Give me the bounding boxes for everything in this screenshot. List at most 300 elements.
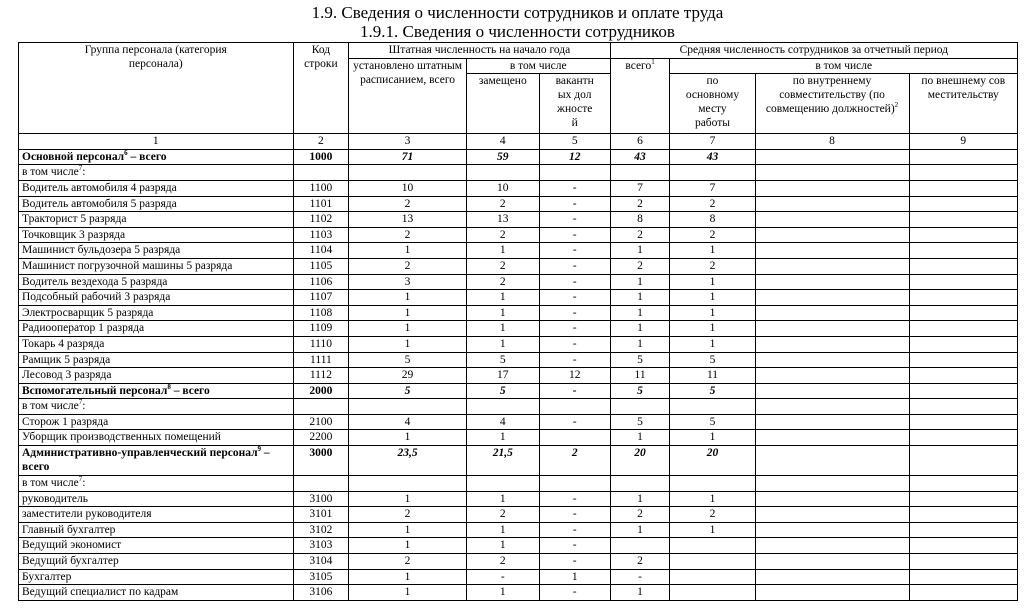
row-value: 1 — [670, 430, 755, 446]
row-value — [909, 321, 1017, 337]
row-label: Рамщик 5 разряда — [19, 352, 294, 368]
row-value: 43 — [610, 149, 670, 165]
row-value — [909, 554, 1017, 570]
row-value — [755, 243, 909, 259]
row-code: 3104 — [293, 554, 349, 570]
row-value: 21,5 — [466, 446, 539, 476]
row-value: 1 — [349, 522, 467, 538]
row-value — [670, 538, 755, 554]
row-value: 12 — [539, 368, 610, 384]
row-label: руководитель — [19, 491, 294, 507]
row-value: 1 — [349, 569, 467, 585]
row-value: 1 — [610, 243, 670, 259]
table-row — [19, 491, 1018, 507]
row-value — [349, 476, 467, 492]
row-value — [909, 227, 1017, 243]
row-value — [539, 399, 610, 415]
row-value: 2 — [349, 196, 467, 212]
row-label: Электросварщик 5 разряда — [19, 305, 294, 321]
row-value — [909, 368, 1017, 384]
table-row — [19, 399, 1018, 415]
row-value: 2 — [349, 554, 467, 570]
header-staff-start: Штатная численность на начало года — [349, 43, 610, 59]
row-value: - — [539, 274, 610, 290]
row-value: 12 — [539, 149, 610, 165]
table-row — [19, 383, 1018, 399]
table-row — [19, 446, 1018, 476]
row-code: 2000 — [293, 383, 349, 399]
row-code: 3105 — [293, 569, 349, 585]
row-value — [755, 290, 909, 306]
row-value — [539, 165, 610, 181]
row-code: 2100 — [293, 414, 349, 430]
row-value — [755, 554, 909, 570]
row-label: Подсобный рабочий 3 разряда — [19, 290, 294, 306]
row-value — [670, 569, 755, 585]
row-value — [755, 368, 909, 384]
row-value: 1 — [349, 585, 467, 601]
row-value — [755, 196, 909, 212]
table-row — [19, 476, 1018, 492]
row-value: 2 — [466, 507, 539, 523]
row-value — [755, 430, 909, 446]
row-code: 1111 — [293, 352, 349, 368]
row-value: 1 — [349, 538, 467, 554]
row-value — [755, 352, 909, 368]
row-value: 2 — [349, 258, 467, 274]
row-value — [466, 399, 539, 415]
row-code: 3101 — [293, 507, 349, 523]
table-row — [19, 336, 1018, 352]
row-code: 3102 — [293, 522, 349, 538]
row-code: 1108 — [293, 305, 349, 321]
row-value — [755, 305, 909, 321]
table-row — [19, 414, 1018, 430]
row-value: 1 — [466, 538, 539, 554]
row-value: 10 — [349, 180, 467, 196]
row-value — [909, 305, 1017, 321]
row-label: Уборщик производственных помещений — [19, 430, 294, 446]
row-value: 1 — [466, 430, 539, 446]
row-value: 1 — [610, 522, 670, 538]
row-value — [755, 399, 909, 415]
row-value: 11 — [610, 368, 670, 384]
row-value: 1 — [610, 336, 670, 352]
table-row — [19, 290, 1018, 306]
row-value — [755, 321, 909, 337]
row-value — [909, 522, 1017, 538]
row-value: - — [539, 585, 610, 601]
row-value: 1 — [466, 290, 539, 306]
row-value: 5 — [349, 352, 467, 368]
table-row — [19, 522, 1018, 538]
row-code: 1102 — [293, 212, 349, 228]
row-value: 2 — [466, 227, 539, 243]
row-value — [610, 476, 670, 492]
row-value: 1 — [610, 491, 670, 507]
row-value — [755, 227, 909, 243]
row-value: 5 — [466, 383, 539, 399]
row-value: 8 — [670, 212, 755, 228]
row-value — [909, 258, 1017, 274]
row-label: Токарь 4 разряда — [19, 336, 294, 352]
row-value — [670, 554, 755, 570]
row-label: в том числе$^7$: — [19, 476, 294, 492]
row-value — [755, 212, 909, 228]
row-value: 2 — [349, 227, 467, 243]
column-number: 3 — [349, 134, 467, 150]
header-incl-staff: в том числе — [466, 58, 610, 74]
row-value: 1 — [349, 336, 467, 352]
row-value — [670, 476, 755, 492]
row-value — [909, 290, 1017, 306]
header-code: Код строки — [293, 43, 349, 134]
row-value: - — [539, 383, 610, 399]
table-row — [19, 196, 1018, 212]
row-value: 1 — [670, 491, 755, 507]
row-value — [909, 507, 1017, 523]
row-value — [909, 165, 1017, 181]
row-value — [539, 430, 610, 446]
row-value: 1 — [539, 569, 610, 585]
row-value: - — [539, 196, 610, 212]
row-value: 5 — [349, 383, 467, 399]
row-code: 1105 — [293, 258, 349, 274]
row-code: 3106 — [293, 585, 349, 601]
row-value: 1 — [610, 585, 670, 601]
column-number: 8 — [755, 134, 909, 150]
row-value: 1 — [670, 290, 755, 306]
table-row — [19, 368, 1018, 384]
row-label: заместители руководителя — [19, 507, 294, 523]
row-value — [755, 585, 909, 601]
row-value: - — [539, 290, 610, 306]
row-value: 5 — [670, 383, 755, 399]
row-value: 1 — [349, 491, 467, 507]
row-value — [670, 399, 755, 415]
header-established: установлено штатным расписанием, всего — [349, 58, 467, 134]
table-row — [19, 352, 1018, 368]
row-label: Вспомогательный персонал$^8$ – всего — [19, 383, 294, 399]
row-value: - — [539, 212, 610, 228]
row-value — [909, 243, 1017, 259]
row-label: Радиооператор 1 разряда — [19, 321, 294, 337]
row-value: 1 — [466, 321, 539, 337]
row-value: 2 — [610, 258, 670, 274]
table-row — [19, 165, 1018, 181]
row-value: 23,5 — [349, 446, 467, 476]
row-value: 5 — [466, 352, 539, 368]
row-value — [755, 383, 909, 399]
row-label: Точковщик 3 разряда — [19, 227, 294, 243]
row-value — [755, 414, 909, 430]
row-value: 1 — [610, 430, 670, 446]
table-row — [19, 274, 1018, 290]
row-label: в том числе$^7$: — [19, 399, 294, 415]
table-row — [19, 430, 1018, 446]
column-number: 4 — [466, 134, 539, 150]
row-value: - — [539, 522, 610, 538]
row-value — [909, 569, 1017, 585]
row-value: 1 — [670, 274, 755, 290]
table-row — [19, 554, 1018, 570]
row-value: 1 — [349, 321, 467, 337]
page-title: 1.9. Сведения о численности сотрудников и оплате труда — [311, 3, 724, 22]
row-value — [909, 585, 1017, 601]
row-value — [610, 165, 670, 181]
row-value — [909, 430, 1017, 446]
row-value — [466, 165, 539, 181]
row-value — [909, 149, 1017, 165]
row-value: 2 — [670, 507, 755, 523]
row-value: - — [539, 305, 610, 321]
row-value: 5 — [610, 383, 670, 399]
row-value — [909, 446, 1017, 476]
row-value: 1 — [670, 522, 755, 538]
row-value: 1 — [466, 305, 539, 321]
row-value: 2 — [466, 554, 539, 570]
table-row — [19, 507, 1018, 523]
row-value — [909, 196, 1017, 212]
row-value: - — [539, 491, 610, 507]
row-label: Ведущий экономист — [19, 538, 294, 554]
header-group: Группа персонала (категория персонала) — [19, 43, 294, 134]
row-value — [755, 538, 909, 554]
header-internal: по внутреннему совместительству (по совмещению должностей)$^2$ — [755, 74, 909, 134]
row-value: 8 — [610, 212, 670, 228]
row-value: 1 — [670, 243, 755, 259]
row-value: - — [539, 507, 610, 523]
row-value: - — [539, 336, 610, 352]
row-code: 3000 — [293, 446, 349, 476]
row-value: - — [539, 321, 610, 337]
row-value: 59 — [466, 149, 539, 165]
row-value — [755, 476, 909, 492]
row-value: 71 — [349, 149, 467, 165]
row-value — [909, 212, 1017, 228]
row-value: 1 — [466, 243, 539, 259]
row-value: - — [539, 554, 610, 570]
header-vacant: вакантных должностей — [539, 74, 610, 134]
column-number: 7 — [670, 134, 755, 150]
row-value: 1 — [466, 491, 539, 507]
row-value — [909, 491, 1017, 507]
row-value — [909, 180, 1017, 196]
row-value: 5 — [610, 352, 670, 368]
row-value: 1 — [610, 274, 670, 290]
column-number: 2 — [293, 134, 349, 150]
row-code — [293, 165, 349, 181]
row-value: 1 — [670, 321, 755, 337]
table-row — [19, 585, 1018, 601]
row-value: 1 — [349, 430, 467, 446]
table-row — [19, 212, 1018, 228]
row-value: 2 — [610, 507, 670, 523]
page-subtitle: 1.9.1. Сведения о численности сотрудников — [360, 22, 675, 41]
row-value — [755, 149, 909, 165]
row-code: 1104 — [293, 243, 349, 259]
row-value: 1 — [610, 321, 670, 337]
row-value: - — [539, 352, 610, 368]
row-value: 20 — [670, 446, 755, 476]
row-value — [909, 336, 1017, 352]
row-value: 7 — [610, 180, 670, 196]
row-value — [670, 165, 755, 181]
header-main-place: по основному месту работы — [670, 74, 755, 134]
row-label: Водитель вездехода 5 разряда — [19, 274, 294, 290]
row-label: Водитель автомобиля 5 разряда — [19, 196, 294, 212]
row-code: 1106 — [293, 274, 349, 290]
row-code: 3103 — [293, 538, 349, 554]
row-label: Основной персонал$^6$ – всего — [19, 149, 294, 165]
header-external: по внешнему совместительству — [909, 74, 1017, 134]
row-value: 5 — [610, 414, 670, 430]
row-label: Ведущий специалист по кадрам — [19, 585, 294, 601]
row-label: Машинист бульдозера 5 разряда — [19, 243, 294, 259]
column-number: 6 — [610, 134, 670, 150]
row-value — [755, 274, 909, 290]
row-value — [909, 352, 1017, 368]
row-value: 3 — [349, 274, 467, 290]
row-value — [610, 538, 670, 554]
row-value: 1 — [349, 290, 467, 306]
row-label: Ведущий бухгалтер — [19, 554, 294, 570]
row-value — [755, 258, 909, 274]
row-value — [755, 336, 909, 352]
row-value: - — [539, 538, 610, 554]
row-value: 2 — [670, 227, 755, 243]
row-value: 2 — [610, 196, 670, 212]
row-value — [755, 180, 909, 196]
table-row — [19, 149, 1018, 165]
row-value: 2 — [610, 227, 670, 243]
row-value: - — [539, 180, 610, 196]
row-value — [466, 476, 539, 492]
table-row — [19, 305, 1018, 321]
row-code: 1110 — [293, 336, 349, 352]
row-value — [349, 399, 467, 415]
row-value — [909, 399, 1017, 415]
row-value: 2 — [670, 196, 755, 212]
row-value: 1 — [466, 336, 539, 352]
row-value: 4 — [349, 414, 467, 430]
row-value — [909, 414, 1017, 430]
row-value — [909, 538, 1017, 554]
header-incl-avg: в том числе — [670, 58, 1018, 74]
row-value — [909, 383, 1017, 399]
row-code: 3100 — [293, 491, 349, 507]
table-row — [19, 243, 1018, 259]
row-value — [755, 165, 909, 181]
row-label: Главный бухгалтер — [19, 522, 294, 538]
row-value: 2 — [670, 258, 755, 274]
row-value: - — [466, 569, 539, 585]
row-value: 10 — [466, 180, 539, 196]
row-code: 1100 — [293, 180, 349, 196]
row-value: - — [539, 258, 610, 274]
row-value: 1 — [610, 305, 670, 321]
header-total: всего$^1$ — [610, 58, 670, 134]
row-value: 1 — [610, 290, 670, 306]
row-label: Лесовод 3 разряда — [19, 368, 294, 384]
row-value: 1 — [670, 305, 755, 321]
header-avg: Средняя численность сотрудников за отчетный период — [610, 43, 1017, 59]
staff-table — [18, 42, 1018, 601]
row-value: 20 — [610, 446, 670, 476]
row-value — [670, 585, 755, 601]
column-number: 1 — [19, 134, 294, 150]
row-value: 7 — [670, 180, 755, 196]
row-label: Машинист погрузочной машины 5 разряда — [19, 258, 294, 274]
row-value — [755, 507, 909, 523]
table-row — [19, 538, 1018, 554]
row-value: - — [539, 243, 610, 259]
row-value: - — [539, 227, 610, 243]
row-value — [539, 476, 610, 492]
row-code — [293, 476, 349, 492]
row-value: 1 — [466, 585, 539, 601]
row-value — [909, 476, 1017, 492]
row-value — [610, 399, 670, 415]
row-value: 2 — [539, 446, 610, 476]
row-value — [755, 446, 909, 476]
row-value: 1 — [349, 305, 467, 321]
row-value: 13 — [349, 212, 467, 228]
row-code: 2200 — [293, 430, 349, 446]
header-filled: замещено — [466, 74, 539, 134]
row-value — [755, 491, 909, 507]
row-value: 1 — [670, 336, 755, 352]
table-row — [19, 180, 1018, 196]
row-value — [755, 522, 909, 538]
row-value: 2 — [610, 554, 670, 570]
row-value: 1 — [349, 243, 467, 259]
row-value — [755, 569, 909, 585]
row-value: 5 — [670, 352, 755, 368]
row-label: Сторож 1 разряда — [19, 414, 294, 430]
table-row — [19, 258, 1018, 274]
row-label: Административно-управленческий персонал$^9$ – всего — [19, 446, 294, 476]
row-code: 1101 — [293, 196, 349, 212]
row-value — [909, 274, 1017, 290]
row-value: 29 — [349, 368, 467, 384]
row-code — [293, 399, 349, 415]
row-code: 1107 — [293, 290, 349, 306]
column-number: 9 — [909, 134, 1017, 150]
row-value: 43 — [670, 149, 755, 165]
column-number: 5 — [539, 134, 610, 150]
table-row — [19, 321, 1018, 337]
row-code: 1109 — [293, 321, 349, 337]
row-code: 1000 — [293, 149, 349, 165]
row-code: 1112 — [293, 368, 349, 384]
row-value: 2 — [349, 507, 467, 523]
row-value: 4 — [466, 414, 539, 430]
row-label: Тракторист 5 разряда — [19, 212, 294, 228]
row-value: - — [539, 414, 610, 430]
row-value: - — [610, 569, 670, 585]
row-label: Бухгалтер — [19, 569, 294, 585]
table-row — [19, 227, 1018, 243]
row-value: 5 — [670, 414, 755, 430]
row-value: 17 — [466, 368, 539, 384]
table-row — [19, 569, 1018, 585]
row-value: 2 — [466, 196, 539, 212]
row-label: в том числе$^7$: — [19, 165, 294, 181]
row-value: 13 — [466, 212, 539, 228]
row-value: 2 — [466, 274, 539, 290]
row-code: 1103 — [293, 227, 349, 243]
